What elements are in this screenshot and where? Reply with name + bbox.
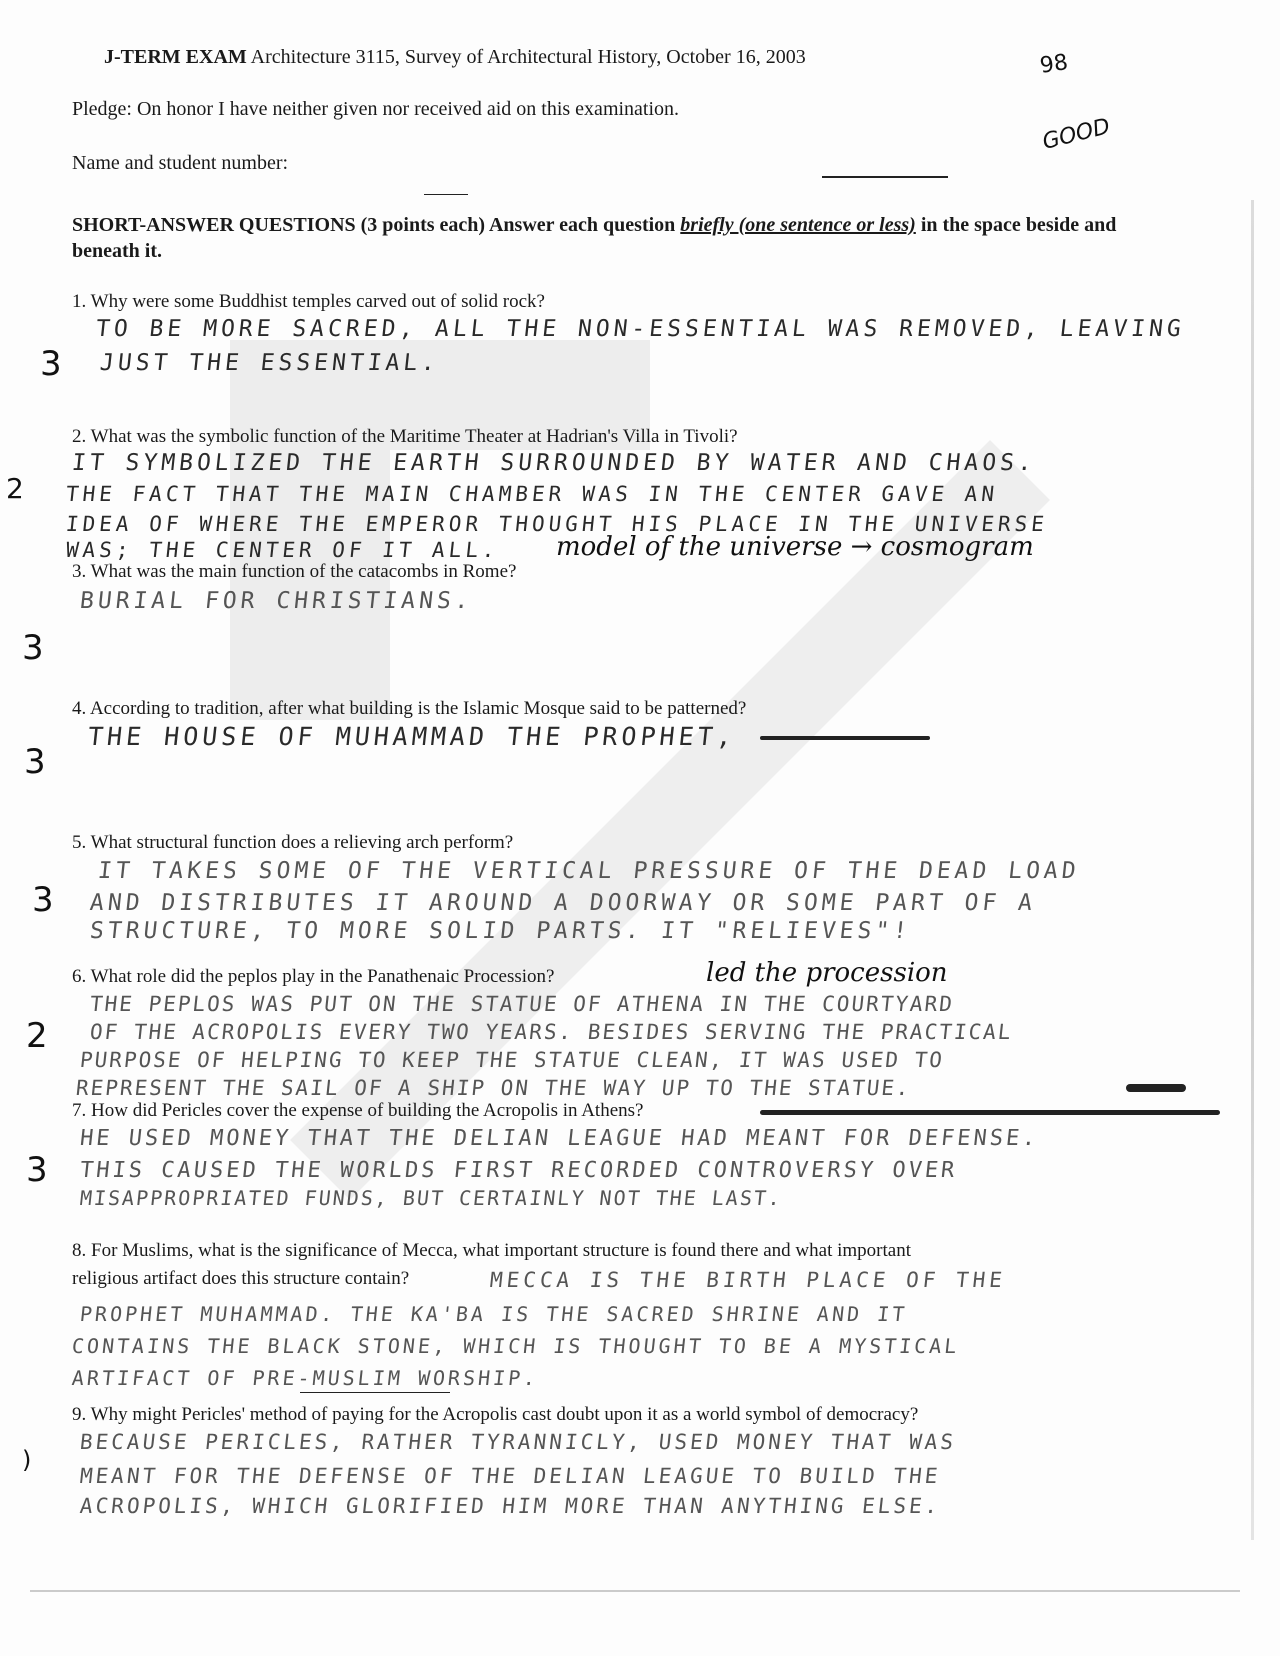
score-1: 3 [40, 344, 62, 384]
answer-8-line-4: ARTIFACT OF PRE-MUSLIM WORSHIP. [70, 1366, 540, 1390]
score-3: 3 [22, 628, 44, 668]
answer-1-line-1: TO BE MORE SACRED, ALL THE NON-ESSENTIAL WAS REMOVED, LEAVING [94, 316, 1187, 342]
answer-5-line-1: IT TAKES SOME OF THE VERTICAL PRESSURE OF THE DEAD LOAD [96, 858, 1081, 884]
pledge-text: Pledge: On honor I have neither given nor received aid on this examination. [72, 98, 680, 120]
answer-8-line-1: MECCA IS THE BIRTH PLACE OF THE [488, 1268, 1008, 1292]
question-6: 6. What role did the peplos play in the Panathenaic Procession? [72, 966, 555, 987]
exam-title-bold: J-TERM EXAM [104, 46, 247, 68]
question-5: 5. What structural function does a relieving arch perform? [72, 832, 514, 853]
answer-7-line-3: MISAPPROPRIATED FUNDS, BUT CERTAINLY NOT THE LAST. [78, 1186, 784, 1210]
question-7: 7. How did Pericles cover the expense of building the Acropolis in Athens? [72, 1100, 644, 1121]
question-1: 1. Why were some Buddhist temples carved out of solid rock? [72, 291, 545, 312]
instructions [72, 212, 1122, 264]
score-7: 3 [26, 1150, 48, 1190]
answer-2-line-2: THE FACT THAT THE MAIN CHAMBER WAS IN THE CENTER GAVE AN [64, 482, 1000, 506]
answer-6-line-1: THE PEPLOS WAS PUT ON THE STATUE OF ATHENA IN THE COURTYARD [88, 992, 956, 1016]
answer-7-line-2: THIS CAUSED THE WORLDS FIRST RECORDED CONTROVERSY OVER [78, 1158, 959, 1183]
answer-2-line-3: IDEA OF WHERE THE EMPEROR THOUGHT HIS PLACE IN THE UNIVERSE [64, 512, 1050, 536]
answer-9-line-2: MEANT FOR THE DEFENSE OF THE DELIAN LEAGUE TO BUILD THE [78, 1464, 942, 1488]
answer-9-line-1: BECAUSE PERICLES, RATHER TYRANNICLY, USED MONEY THAT WAS [78, 1430, 958, 1454]
answer-5-line-3: STRUCTURE, TO MORE SOLID PARTS. IT "RELIEVES"! [88, 918, 913, 944]
question-4: 4. According to tradition, after what building is the Islamic Mosque said to be patterned? [72, 698, 747, 719]
name-line [822, 176, 948, 178]
scan-bottom-edge [30, 1590, 1240, 1592]
answer-1-line-2: JUST THE ESSENTIAL. [98, 350, 441, 376]
answer-6-line-2: OF THE ACROPOLIS EVERY TWO YEARS. BESIDES SERVING THE PRACTICAL [88, 1020, 1014, 1044]
strikethrough-7 [760, 1110, 1220, 1115]
answer-4-line-1: THE HOUSE OF MUHAMMAD THE PROPHET, [86, 722, 738, 751]
name-line-mark [424, 194, 468, 195]
exam-title [104, 46, 806, 69]
scribble-6 [1126, 1084, 1186, 1092]
answer-8-line-2: PROPHET MUHAMMAD. THE KA'BA IS THE SACRED SHRINE AND IT [78, 1302, 909, 1326]
scan-edge [1251, 200, 1254, 1540]
grade-score: 98 [1038, 50, 1070, 79]
strikethrough-4 [760, 736, 930, 740]
answer-7-line-1: HE USED MONEY THAT THE DELIAN LEAGUE HAD MEANT FOR DEFENSE. [78, 1126, 1040, 1151]
answer-8-line-3: CONTAINS THE BLACK STONE, WHICH IS THOUGHT TO BE A MYSTICAL [70, 1334, 961, 1358]
answer-5-line-2: AND DISTRIBUTES IT AROUND A DOORWAY OR SOME PART OF A [88, 890, 1038, 916]
question-8-continued: religious artifact does this structure contain? [72, 1268, 410, 1289]
answer-2-line-4: WAS; THE CENTER OF IT ALL. [64, 538, 500, 562]
grader-note-2: model of the universe → cosmogram [556, 532, 1034, 562]
question-9: 9. Why might Pericles' method of paying for the Acropolis cast doubt upon it as a world symbol of democracy? [72, 1404, 919, 1425]
instructions-part2: in the space beside and beneath it. [72, 214, 1117, 262]
answer-3-line-1: BURIAL FOR CHRISTIANS. [78, 588, 475, 614]
answer-6-line-3: PURPOSE OF HELPING TO KEEP THE STATUE CLEAN, IT WAS USED TO [78, 1048, 946, 1072]
instructions-emphasis: briefly (one sentence or less) [680, 214, 916, 236]
score-4: 3 [24, 742, 46, 782]
grader-note-6: led the procession [706, 958, 948, 988]
instructions-part1: SHORT-ANSWER QUESTIONS (3 points each) Answer each question [72, 214, 676, 236]
answer-2-line-1: IT SYMBOLIZED THE EARTH SURROUNDED BY WATER AND CHAOS. [70, 450, 1038, 476]
question-2: 2. What was the symbolic function of the Maritime Theater at Hadrian's Villa in Tivoli? [72, 426, 738, 447]
score-5: 3 [32, 880, 54, 920]
grade-comment: GOOD [1039, 114, 1113, 155]
answer-9-line-3: ACROPOLIS, WHICH GLORIFIED HIM MORE THAN ANYTHING ELSE. [78, 1494, 942, 1518]
answer-6-line-4: REPRESENT THE SAIL OF A SHIP ON THE WAY UP TO THE STATUE. [74, 1076, 912, 1100]
exam-title-rest: Architecture 3115, Survey of Architectural History, October 16, 2003 [250, 46, 806, 68]
underline-8 [300, 1392, 450, 1393]
score-2: 2 [6, 472, 24, 505]
name-label: Name and student number: [72, 152, 289, 174]
question-8: 8. For Muslims, what is the significance of Mecca, what important structure is found there and what important [72, 1240, 911, 1261]
score-6: 2 [26, 1016, 48, 1056]
score-9: ) [22, 1446, 32, 1474]
question-3: 3. What was the main function of the catacombs in Rome? [72, 561, 517, 582]
